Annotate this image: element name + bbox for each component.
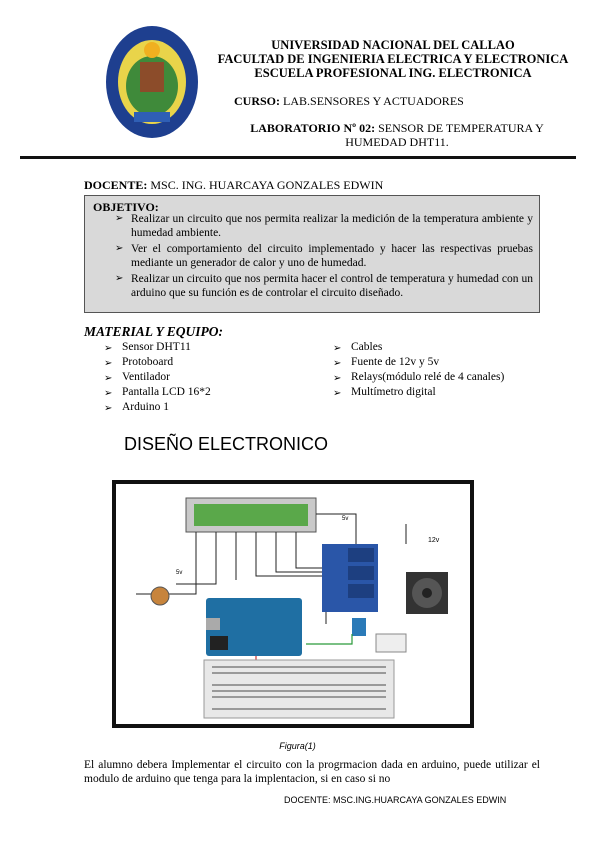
arrow-bullet-icon: ➢: [104, 388, 113, 399]
list-item: ➢ Multímetro digital: [333, 386, 436, 399]
list-item: ➢ Ventilador: [104, 371, 170, 384]
material-list-right: [333, 340, 533, 400]
objective-box: [84, 195, 540, 313]
list-item: ➢ Realizar un circuito que nos permita hacer el control de temperatura y humedad con un arduino que su función es de controlar el circuito diseñado.: [115, 273, 533, 299]
list-item: ➢ Protoboard: [104, 356, 174, 369]
list-item: ➢ Cables: [333, 341, 383, 354]
faculty-name: FACULTAD DE INGENIERIA ELECTRICA Y ELECTRONICA: [217, 52, 569, 66]
page-footer: DOCENTE: MSC.ING.HUARCAYA GONZALES EDWIN: [284, 795, 507, 805]
list-item: ➢ Sensor DHT11: [104, 341, 191, 354]
list-item: ➢ Pantalla LCD 16*2: [104, 386, 211, 399]
arrow-bullet-icon: ➢: [333, 343, 342, 354]
list-item: ➢ Ver el comportamiento del circuito implementado y hacer las respectivas pruebas mediante un generador de calor y uno de humedad.: [115, 243, 533, 269]
docente-label: DOCENTE:: [84, 178, 148, 192]
arrow-bullet-icon: ➢: [115, 273, 124, 284]
arrow-bullet-icon: ➢: [115, 213, 124, 224]
list-item: ➢ Realizar un circuito que nos permita realizar la medición de la temperatura ambiente y humedad ambiente.: [115, 213, 533, 239]
circuit-figure: [112, 480, 474, 728]
label-12v: 12v: [428, 537, 440, 544]
list-item: ➢ Arduino 1: [104, 401, 169, 414]
list-item: ➢ Fuente de 12v y 5v: [333, 356, 440, 369]
university-logo: [104, 24, 200, 140]
arrow-bullet-icon: ➢: [104, 358, 113, 369]
institution-header: [210, 38, 576, 80]
course-value: LAB.SENSORES Y ACTUADORES: [280, 94, 464, 108]
objective-title: OBJETIVO:: [93, 200, 159, 214]
label-5v-top: 5v: [342, 516, 349, 522]
figure-caption: Figura(1): [279, 741, 316, 751]
docente-line: [84, 178, 383, 193]
arrow-bullet-icon: ➢: [104, 403, 113, 414]
arrow-bullet-icon: ➢: [333, 373, 342, 384]
course-label: CURSO:: [234, 94, 281, 108]
course-line: [234, 94, 464, 109]
section-heading-diseno: DISEÑO ELECTRONICO: [124, 434, 329, 454]
lab-value: SENSOR DE TEMPERATURA Y HUMEDAD DHT11.: [345, 121, 544, 149]
arrow-bullet-icon: ➢: [333, 388, 342, 399]
body-paragraph: El alumno debera Implementar el circuito con la progrmacion dada en arduino, puede utilizar el modulo de arduino que tenga para la implentacion, si en caso si no: [84, 759, 540, 785]
lab-label: LABORATORIO Nº 02:: [250, 121, 376, 135]
material-list-left: [104, 340, 304, 415]
dht11-sensor: [352, 618, 366, 636]
school-name: ESCUELA PROFESIONAL ING. ELECTRONICA: [254, 66, 532, 80]
arrow-bullet-icon: ➢: [333, 358, 342, 369]
header-divider: [20, 156, 576, 159]
heater-block: [376, 634, 406, 652]
label-5v-left: 5v: [176, 570, 183, 576]
lab-line: [232, 121, 562, 149]
arrow-bullet-icon: ➢: [104, 343, 113, 354]
docente-value: MSC. ING. HUARCAYA GONZALES EDWIN: [147, 178, 384, 192]
material-title: MATERIAL Y EQUIPO:: [84, 324, 224, 339]
list-item: ➢ Relays(módulo relé de 4 canales): [333, 371, 505, 384]
circuit-diagram: [116, 484, 470, 724]
arrow-bullet-icon: ➢: [115, 243, 124, 254]
potentiometer-icon: [151, 587, 169, 605]
objective-list: [97, 212, 533, 302]
lcd-screen: [194, 504, 308, 526]
university-name: UNIVERSIDAD NACIONAL DEL CALLAO: [271, 38, 515, 52]
arrow-bullet-icon: ➢: [104, 373, 113, 384]
